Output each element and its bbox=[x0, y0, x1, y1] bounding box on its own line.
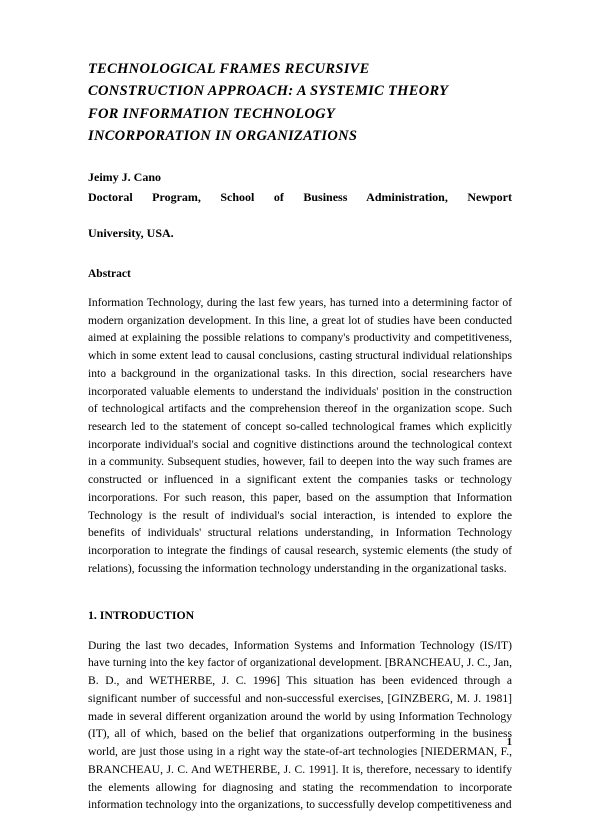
abstract-paragraph: Information Technology, during the last few years, has turned into a determining factor of modern organization development. In this line, a great lot of studies have been conducted aimed at explaining the possible relations to company's productivity and competitiveness, which in some extent lead to causal conclusions, casting structural individual relationships into a background in the organizational tasks. In this direction, social researchers have incorporated valuable elements to understand the individuals' position in the construction of technological artifacts and the comprehension thereof in the organization scope. Such research led to the statement of concept so-called technological frames which explicitly incorporate individual's social and cognitive distinctions around the technological context in a community. Subsequent studies, however, fail to deepen into the way such frames are constructed or influenced in a significant extent the companies tasks or technology incorporations. For such reason, this paper, based on the assumption that Information Technology is the result of individual's social interaction, is intended to explore the benefits of individuals' structural relations understanding, in Information Technology incorporation to integrate the findings of causal research, systemic elements (the study of relations), focussing the information technology understanding in the organizational tasks. bbox=[88, 295, 512, 575]
page-number: 1 bbox=[506, 737, 512, 748]
author-name: Jeimy J. Cano bbox=[88, 169, 161, 184]
introduction-section bbox=[88, 608, 512, 814]
title-line-4: INCORPORATION IN ORGANIZATIONS bbox=[88, 128, 358, 145]
title-line-1: TECHNOLOGICAL FRAMES RECURSIVE bbox=[88, 61, 370, 77]
affiliation-line-1: Doctoral Program, School of Business Administration, Newport bbox=[88, 189, 512, 204]
author-affiliation bbox=[88, 188, 512, 242]
introduction-paragraph: During the last two decades, Information Systems and Information Technology (IS/IT) have turning into the key factor of organizational development. [BRANCHEAU, J. C., Jan, B. D., and WETHERBE, J. C. 1996] This situation has been evidenced through a significant number of successful and non-successful exercises, [GINZBERG, M. J. 1981] made in several different organization around the world by using Information Technology (IT), all of which, based on the belief that organizations outperforming in the business world, are just those using in a right way the state-of-art technologies [NIEDERMAN, F., BRANCHEAU, J. C. And WETHERBE, J. C. 1991]. It is, therefore, necessary to identify the elements allowing for diagnosing and stating the recommendation to incorporate information technology into the organizations, to successfully develop competitiveness and bbox=[88, 638, 512, 812]
title-line-3: FOR INFORMATION TECHNOLOGY bbox=[88, 105, 336, 122]
abstract-section bbox=[88, 268, 512, 578]
title-line-2: CONSTRUCTION APPROACH: A SYSTEMIC THEORY bbox=[88, 83, 449, 100]
page-title bbox=[88, 58, 512, 148]
affiliation-line-2: University, USA. bbox=[88, 225, 174, 240]
abstract-heading: Abstract bbox=[88, 267, 131, 280]
introduction-heading: 1. INTRODUCTION bbox=[88, 607, 195, 622]
